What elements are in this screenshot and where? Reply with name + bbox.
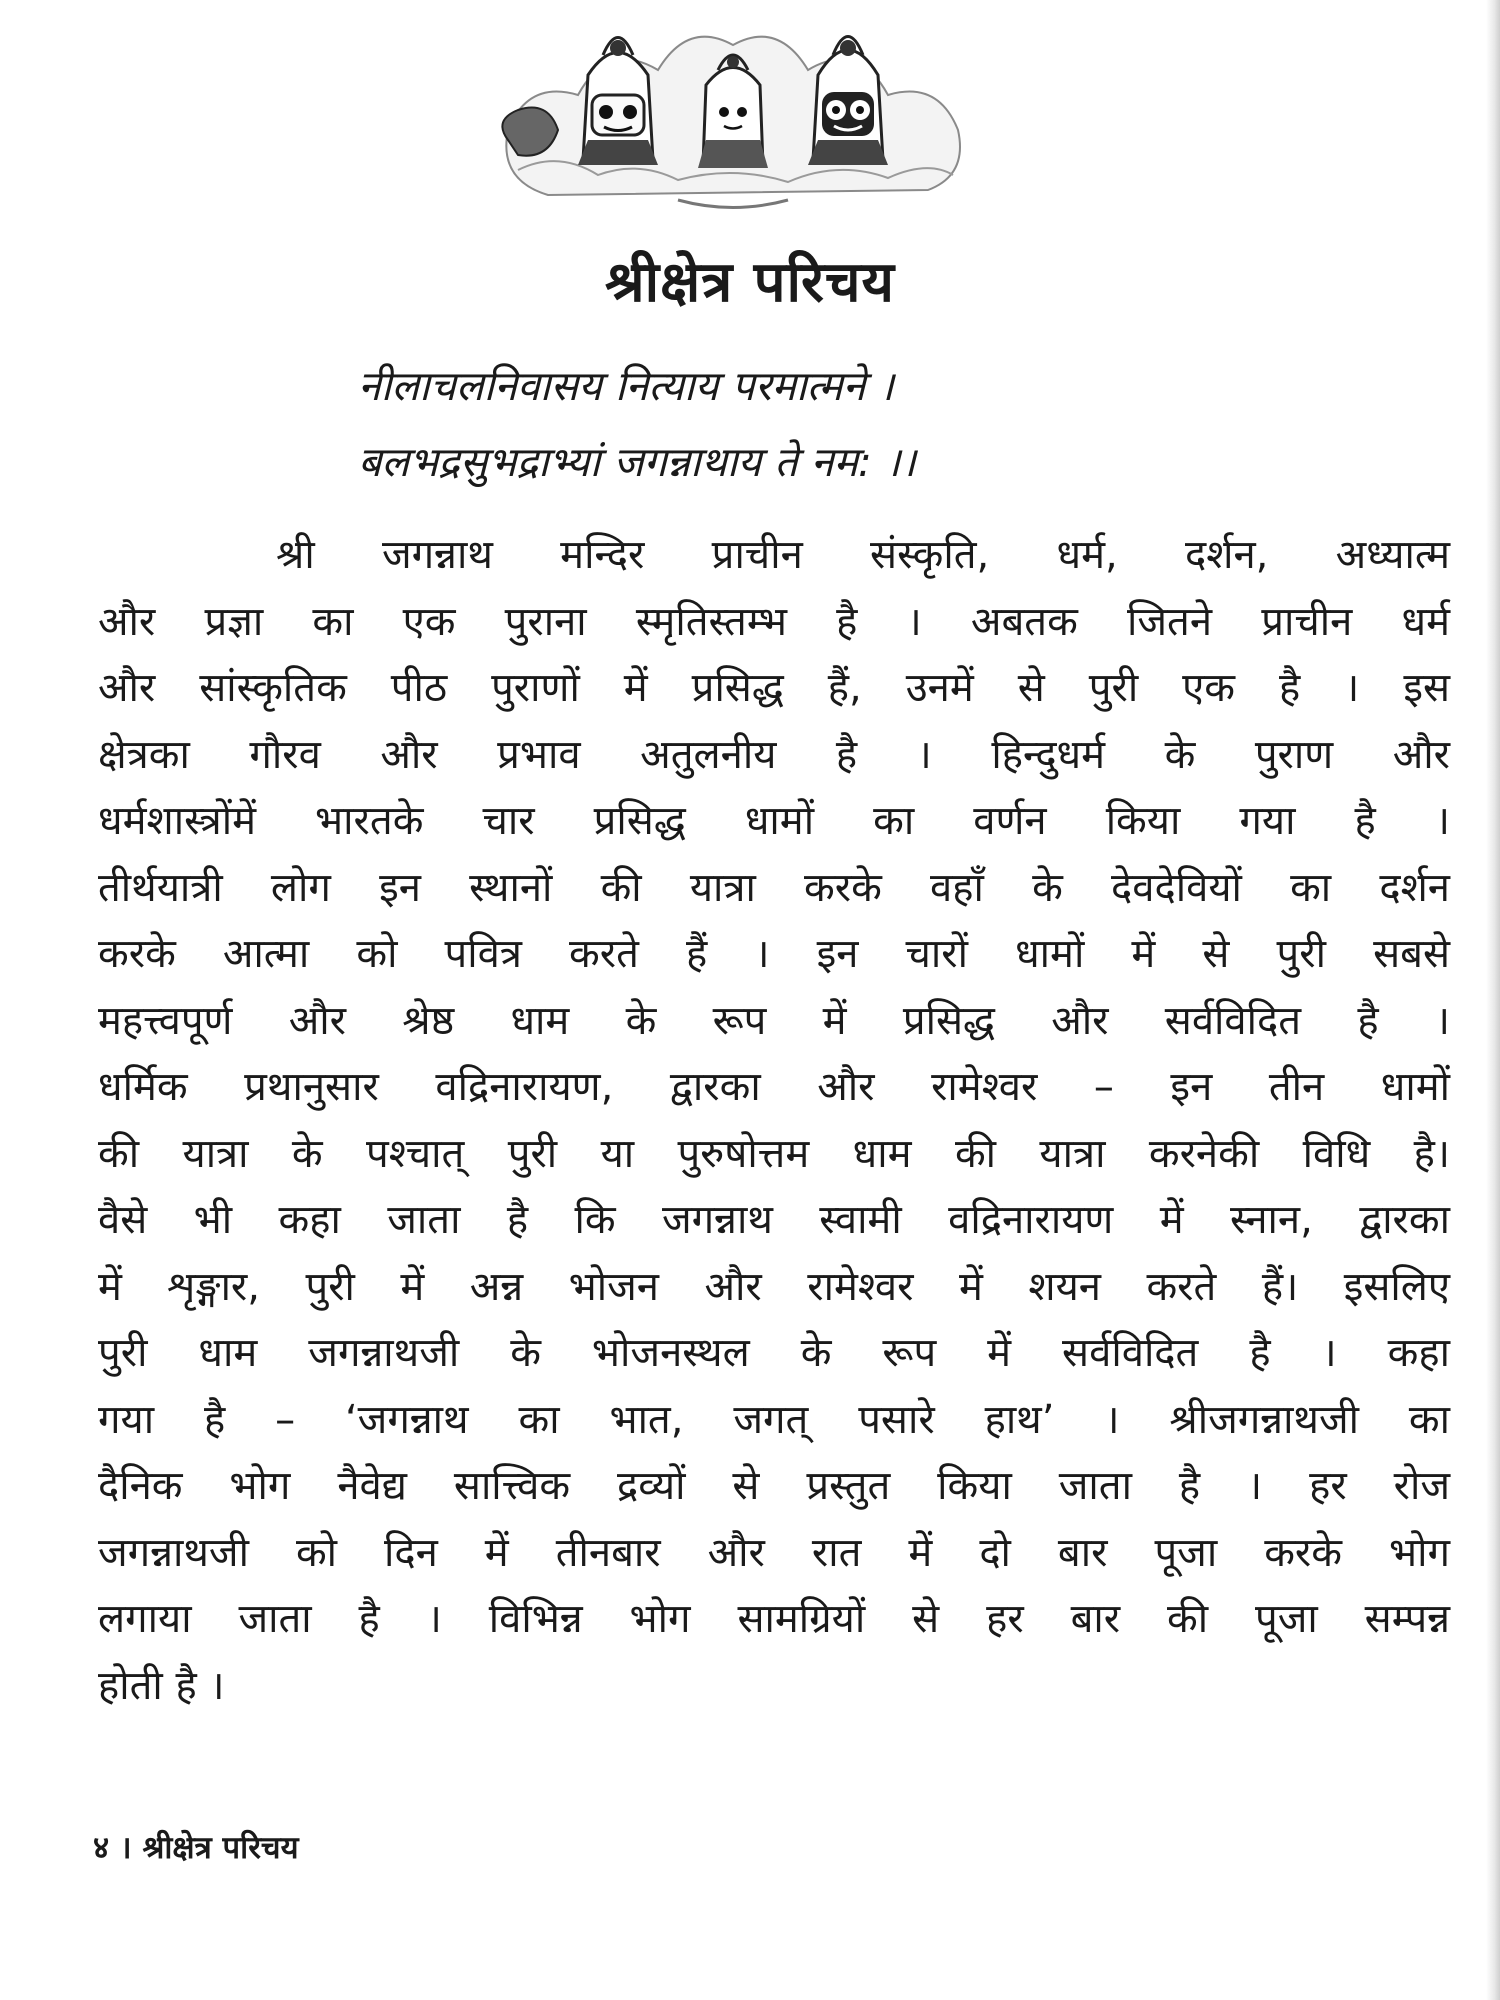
- verse-line-1: नीलाचलनिवासय नित्याय परमात्मने ।: [358, 362, 894, 410]
- page-title: श्रीक्षेत्र परिचय: [605, 250, 895, 315]
- body-line: क्षेत्रका गौरव और प्रभाव अतुलनीय है । हिन्दुधर्म के पुराण और: [98, 731, 1450, 778]
- body-line: करके आत्मा को पवित्र करते हैं । इन चारों धामों में से पुरी सबसे: [98, 931, 1450, 977]
- body-line: पुरी धाम जगन्नाथजी के भोजनस्थल के रूप में सर्वविदित है । कहा: [98, 1330, 1450, 1376]
- body-line: धर्मिक प्रथानुसार वद्रिनारायण, द्वारका और रामेश्वर – इन तीन धामों: [98, 1064, 1450, 1110]
- body-line: दैनिक भोग नैवेद्य सात्त्विक द्रव्यों से प्रस्तुत किया जाता है । हर रोज: [98, 1463, 1450, 1509]
- body-line: होती है ।: [98, 1662, 225, 1709]
- body-line: श्री जगन्नाथ मन्दिर प्राचीन संस्कृति, धर्म, दर्शन, अध्यात्म: [276, 532, 1450, 578]
- body-line: धर्मशास्त्रोंमें भारतके चार प्रसिद्ध धामों का वर्णन किया गया है ।: [98, 798, 1450, 844]
- verse-line-2: बलभद्रसुभद्राभ्यां जगन्नाथाय ते नम: ।।: [358, 438, 916, 486]
- body-line: गया है – ‘जगन्नाथ का भात, जगत् पसारे हाथ’ । श्रीजगन्नाथजी का: [98, 1396, 1450, 1443]
- body-line: महत्त्वपूर्ण और श्रेष्ठ धाम के रूप में प्रसिद्ध और सर्वविदित है ।: [98, 997, 1450, 1044]
- body-line: और सांस्कृतिक पीठ पुराणों में प्रसिद्ध हैं, उनमें से पुरी एक है । इस: [98, 665, 1450, 711]
- page-footer: ४ । श्रीक्षेत्र परिचय: [93, 1830, 299, 1866]
- jagannath-figure: [808, 37, 888, 166]
- body-line: की यात्रा के पश्चात् पुरी या पुरुषोत्तम धाम की यात्रा करनेकी विधि है।: [98, 1130, 1450, 1177]
- body-line: वैसे भी कहा जाता है कि जगन्नाथ स्वामी वद्रिनारायण में स्नान, द्वारका: [98, 1197, 1450, 1243]
- balabhadra-figure: [578, 38, 658, 166]
- body-line: लगाया जाता है । विभिन्न भोग सामग्रियों से हर बार की पूजा सम्पन्न: [98, 1596, 1450, 1642]
- deity-illustration: [488, 0, 978, 250]
- body-line: में शृङ्गार, पुरी में अन्न भोजन और रामेश्वर में शयन करते हैं। इसलिए: [98, 1263, 1450, 1310]
- body-line: जगन्नाथजी को दिन में तीनबार और रात में दो बार पूजा करके भोग: [98, 1529, 1450, 1576]
- body-paragraph: [98, 522, 1450, 1719]
- body-line: तीर्थयात्री लोग इन स्थानों की यात्रा करके वहाँ के देवदेवियों का दर्शन: [98, 864, 1450, 911]
- body-line: और प्रज्ञा का एक पुराना स्मृतिस्तम्भ है । अबतक जितने प्राचीन धर्म: [98, 598, 1450, 645]
